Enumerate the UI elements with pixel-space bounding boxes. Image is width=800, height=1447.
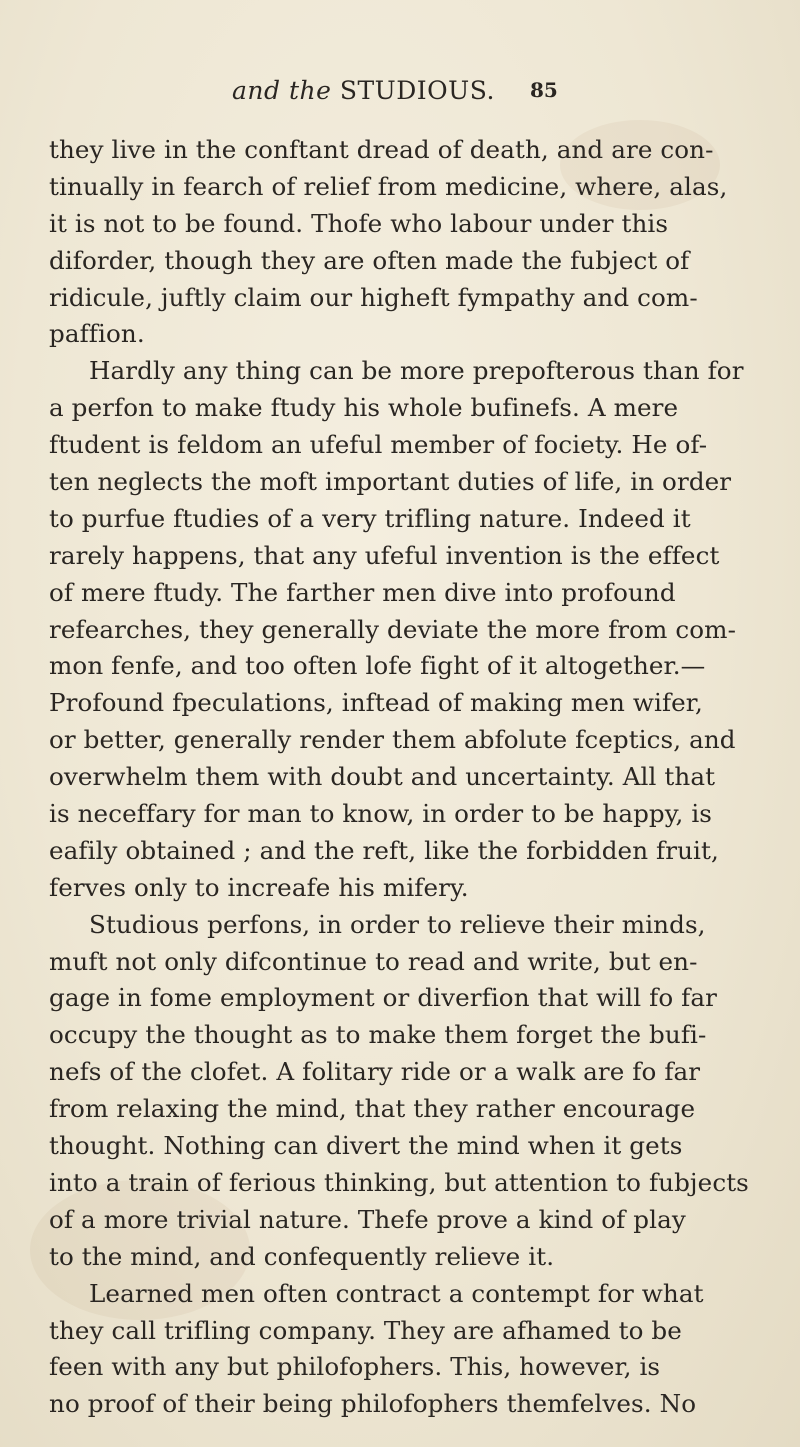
text-line: it is not to be found. Thofe who labour under this — [49, 208, 669, 238]
text-line: is neceffary for man to know, in order to be happy, is — [49, 799, 713, 829]
text-line: gage in fome employment or diverfion that will fo far — [49, 983, 717, 1013]
text-line: of mere ftudy. The farther men dive into profound — [49, 577, 676, 607]
text-line: ridicule, juftly claim our higheft fympathy and com- — [49, 282, 698, 312]
text-line: refearches, they generally deviate the more from com- — [49, 614, 736, 644]
running-title-italic: and the — [232, 76, 332, 105]
text-line: they live in the conftant dread of death, and are con- — [49, 135, 714, 164]
text-line: thought. Nothing can divert the mind when it gets — [49, 1131, 683, 1161]
text-line: they call trifling company. They are afhamed to be — [49, 1315, 682, 1345]
text-line: mon fenfe, and too often lofe fight of it altogether.— — [49, 651, 706, 681]
text-line: ftudent is feldom an ufeful member of fociety. He of- — [49, 430, 708, 460]
text-line: overwhelm them with doubt and uncertainty. All that — [49, 762, 716, 792]
page-number: 85 — [530, 78, 558, 102]
text-line: Studious perfons, in order to relieve their minds, — [89, 909, 706, 939]
text-line: eafily obtained ; and the reft, like the forbidden fruit, — [49, 835, 719, 865]
text-line: ten neglects the moft important duties of life, in order — [49, 467, 732, 497]
text-line: to purfue ftudies of a very trifling nature. Indeed it — [49, 503, 691, 533]
body-text — [49, 132, 764, 1423]
text-line: Hardly any thing can be more prepofterous than for — [89, 356, 744, 386]
text-line: nefs of the clofet. A folitary ride or a walk are fo far — [49, 1057, 701, 1087]
paragraph — [49, 132, 764, 353]
text-line: or better, generally render them abfolute fceptics, and — [49, 725, 736, 755]
text-line: from relaxing the mind, that they rather encourage — [49, 1094, 696, 1124]
text-line: diforder, though they are often made the fubject of — [49, 245, 690, 275]
text-line: muft not only difcontinue to read and write, but en- — [49, 946, 698, 976]
text-line: Profound fpeculations, inftead of making men wifer, — [49, 688, 703, 718]
text-line: occupy the thought as to make them forget the bufi- — [49, 1020, 707, 1050]
text-line: no proof of their being philofophers themfelves. No — [49, 1389, 697, 1419]
running-title — [232, 76, 495, 105]
paragraph — [49, 353, 764, 906]
running-header — [0, 76, 800, 116]
paragraph — [49, 1276, 764, 1424]
text-line: tinually in fearch of relief from medicine, where, alas, — [49, 171, 728, 201]
text-line: of a more trivial nature. Thefe prove a kind of play — [49, 1204, 686, 1234]
text-line: to the mind, and confequently relieve it. — [49, 1241, 555, 1271]
text-line: rarely happens, that any ufeful invention is the effect — [49, 540, 720, 570]
running-title-caps: STUDIOUS. — [339, 76, 495, 105]
text-line: paffion. — [49, 319, 145, 349]
text-line: a perfon to make ftudy his whole bufinefs. A mere — [49, 393, 679, 423]
text-line: into a train of ferious thinking, but attention to fubjects — [49, 1167, 749, 1197]
text-line: ferves only to increafe his mifery. — [49, 872, 469, 902]
text-line: Learned men often contract a contempt for what — [89, 1278, 704, 1308]
text-line: feen with any but philofophers. This, however, is — [49, 1352, 661, 1382]
paragraph — [49, 907, 764, 1276]
